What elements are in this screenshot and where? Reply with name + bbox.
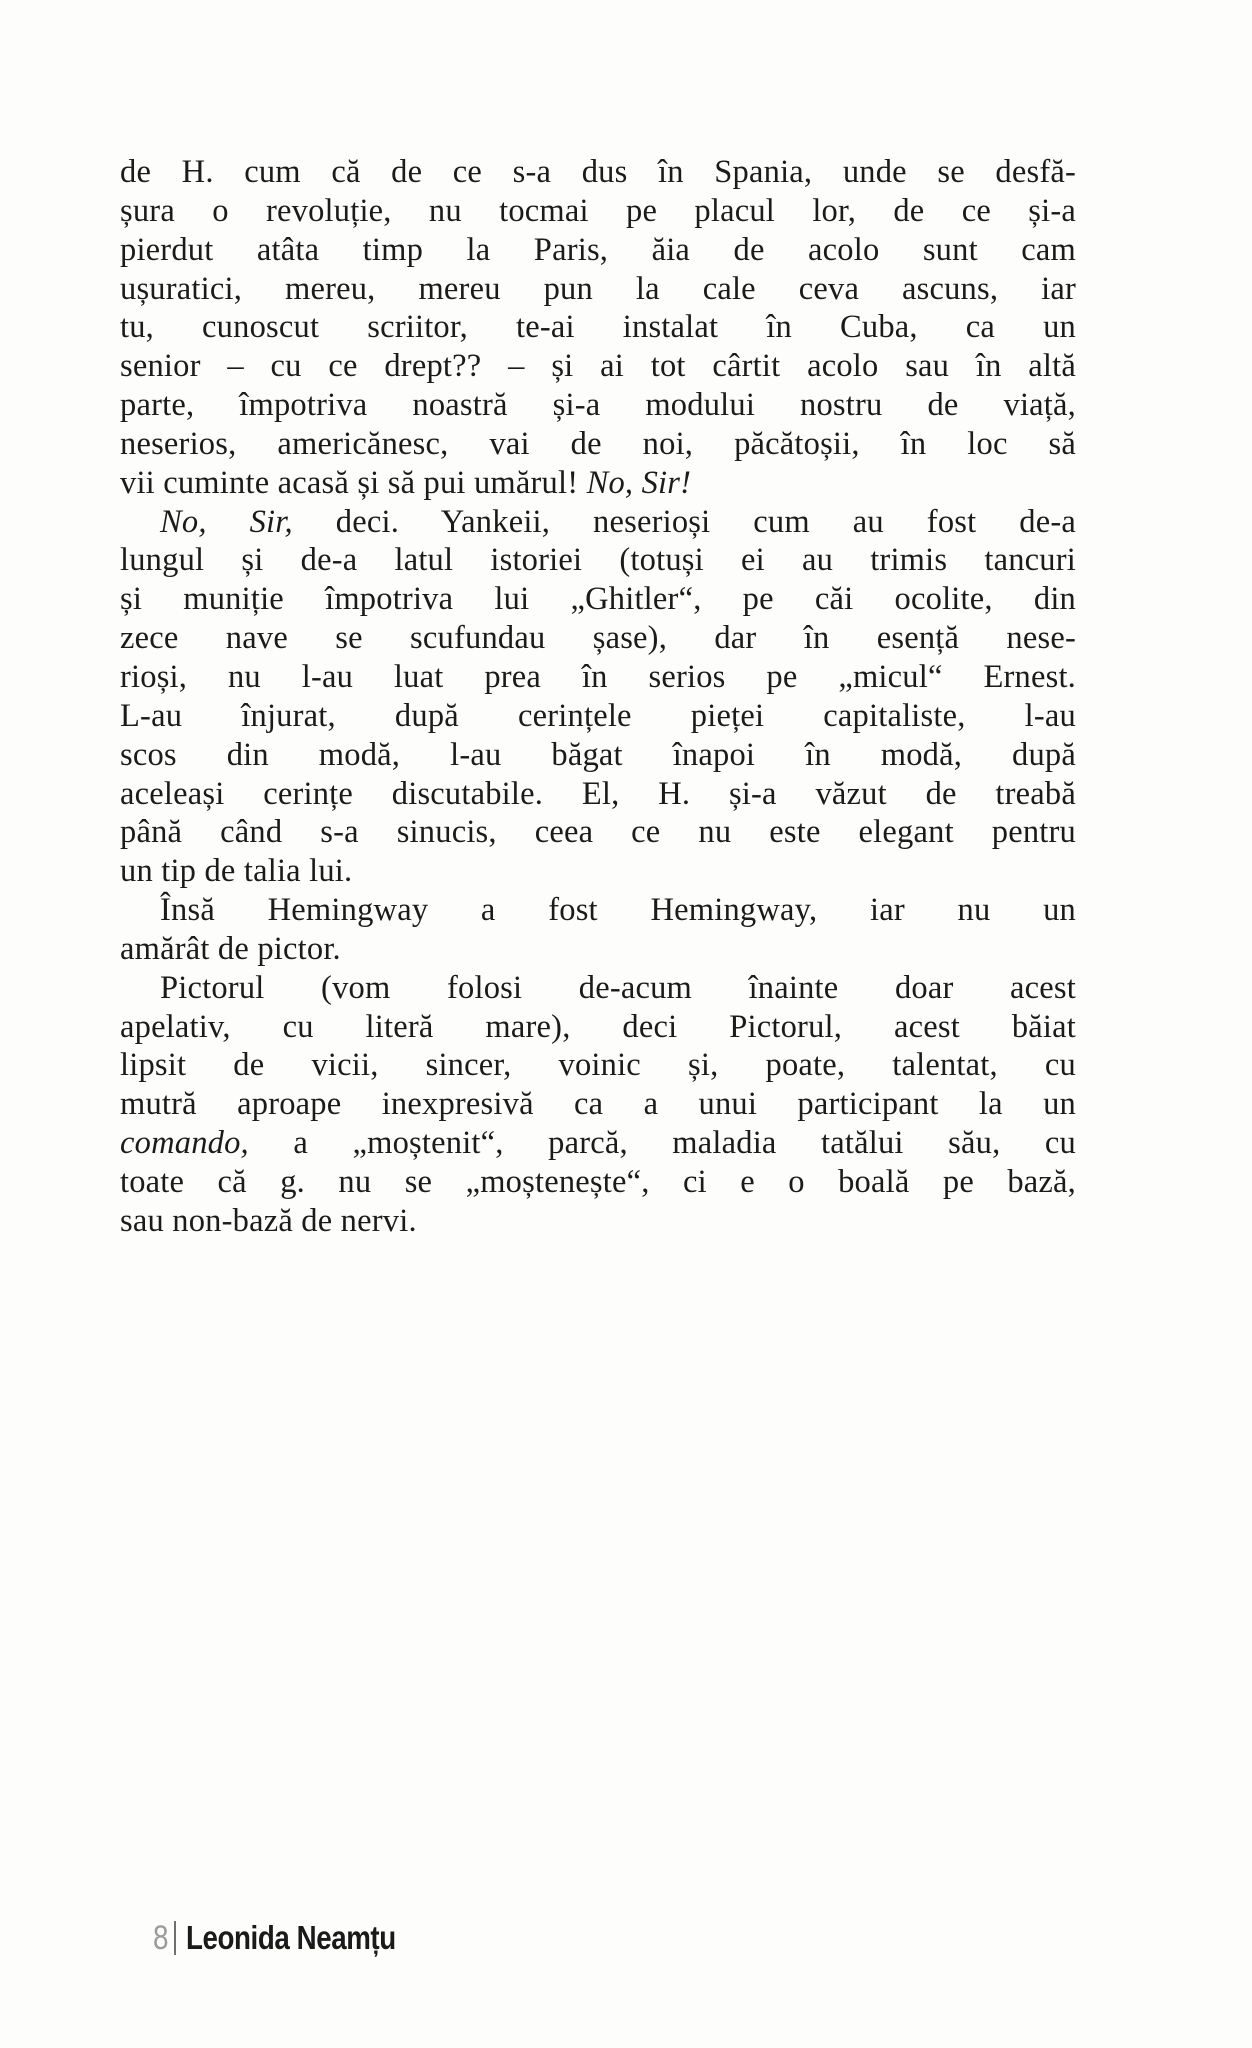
text-line xyxy=(120,775,1076,814)
text-segment: lipsit de vicii, sincer, voinic și, poate, talentat, cu xyxy=(120,1047,1076,1084)
text-segment: a „moștenit“, parcă, maladia tatălui său, cu xyxy=(248,1125,1076,1162)
text-segment: parte, împotriva noastră și-a modului nostru de viață, xyxy=(120,387,1076,424)
text-segment-italic: No, Sir! xyxy=(586,464,692,501)
text-line xyxy=(120,192,1076,231)
text-line xyxy=(120,1163,1076,1202)
text-line xyxy=(120,1008,1076,1047)
text-segment: toate că g. nu se „moștenește“, ci e o boală pe bază, xyxy=(120,1163,1076,1200)
text-line xyxy=(120,153,1076,192)
text-segment: de H. cum că de ce s-a dus în Spania, unde se desfă- xyxy=(120,154,1076,190)
text-line xyxy=(120,308,1076,347)
text-segment: tu, cunoscut scriitor, te-ai instalat în Cuba, ca un xyxy=(120,309,1076,346)
text-line xyxy=(120,270,1076,309)
text-line xyxy=(120,580,1076,619)
text-segment: șura o revoluție, nu tocmai pe placul lor, de ce și-a xyxy=(120,192,1076,229)
text-line xyxy=(120,736,1076,775)
text-segment: sau non-bază de nervi. xyxy=(120,1202,417,1239)
footer-divider xyxy=(174,1921,176,1955)
text-line xyxy=(120,1124,1076,1163)
text-line xyxy=(120,1085,1076,1124)
text-line xyxy=(120,891,1076,930)
page-number: 8 xyxy=(153,1918,169,1957)
text-segment: Însă Hemingway a fost Hemingway, iar nu un xyxy=(160,892,1076,929)
text-segment: amărât de pictor. xyxy=(120,930,341,967)
text-line xyxy=(120,697,1076,736)
text-segment: lungul și de-a latul istoriei (totuși ei au trimis tancuri xyxy=(120,542,1076,579)
text-segment: aceleași cerințe discutabile. El, H. și-a văzut de treabă xyxy=(120,775,1076,812)
text-segment-italic: comando, xyxy=(120,1125,249,1162)
text-segment: până când s-a sinucis, ceea ce nu este elegant pentru xyxy=(120,814,1076,851)
text-segment: pierdut atâta timp la Paris, ăia de acolo sunt cam xyxy=(120,231,1076,268)
text-line xyxy=(120,231,1076,270)
footer xyxy=(153,1916,436,1960)
text-segment: senior – cu ce drept?? – și ai tot cârtit acolo sau în altă xyxy=(120,348,1076,385)
text-segment: și muniție împotriva lui „Ghitler“, pe căi ocolite, din xyxy=(120,581,1076,618)
text-segment: scos din modă, l-au băgat înapoi în modă, după xyxy=(120,736,1076,773)
text-line xyxy=(120,347,1076,386)
text-segment: neserios, americănesc, vai de noi, păcătoșii, în loc să xyxy=(120,425,1076,462)
text-segment: deci. Yankeii, neserioși cum au fost de-a xyxy=(292,503,1077,540)
text-segment: apelativ, cu literă mare), deci Pictorul, acest băiat xyxy=(120,1008,1076,1045)
page-text xyxy=(120,153,1076,1241)
text-segment: ușuratici, mereu, mereu pun la cale ceva ascuns, iar xyxy=(120,270,1076,307)
text-line xyxy=(120,930,1076,969)
text-line xyxy=(120,1202,1076,1241)
text-segment-italic: No, Sir, xyxy=(160,503,293,540)
text-line xyxy=(120,386,1076,425)
text-line xyxy=(120,813,1076,852)
text-line xyxy=(120,541,1076,580)
text-segment: rioși, nu l-au luat prea în serios pe „micul“ Ernest. xyxy=(120,658,1076,695)
text-line xyxy=(120,464,1076,503)
text-segment: vii cuminte acasă și să pui umărul! xyxy=(120,464,587,501)
text-segment: zece nave se scufundau șase), dar în esență nese- xyxy=(120,620,1076,657)
text-line xyxy=(120,658,1076,697)
text-line xyxy=(120,425,1076,464)
author-name: Leonida Neamțu xyxy=(185,1919,396,1956)
text-line xyxy=(120,619,1076,658)
text-segment: mutră aproape inexpresivă ca a unui participant la un xyxy=(120,1086,1076,1123)
text-line xyxy=(120,503,1076,542)
text-line xyxy=(120,969,1076,1008)
text-segment: un tip de talia lui. xyxy=(120,853,353,890)
text-line xyxy=(120,852,1076,891)
text-segment: Pictorul (vom folosi de-acum înainte doar acest xyxy=(160,969,1076,1006)
text-segment: L-au înjurat, după cerințele pieței capitaliste, l-au xyxy=(120,697,1076,734)
text-line xyxy=(120,1046,1076,1085)
